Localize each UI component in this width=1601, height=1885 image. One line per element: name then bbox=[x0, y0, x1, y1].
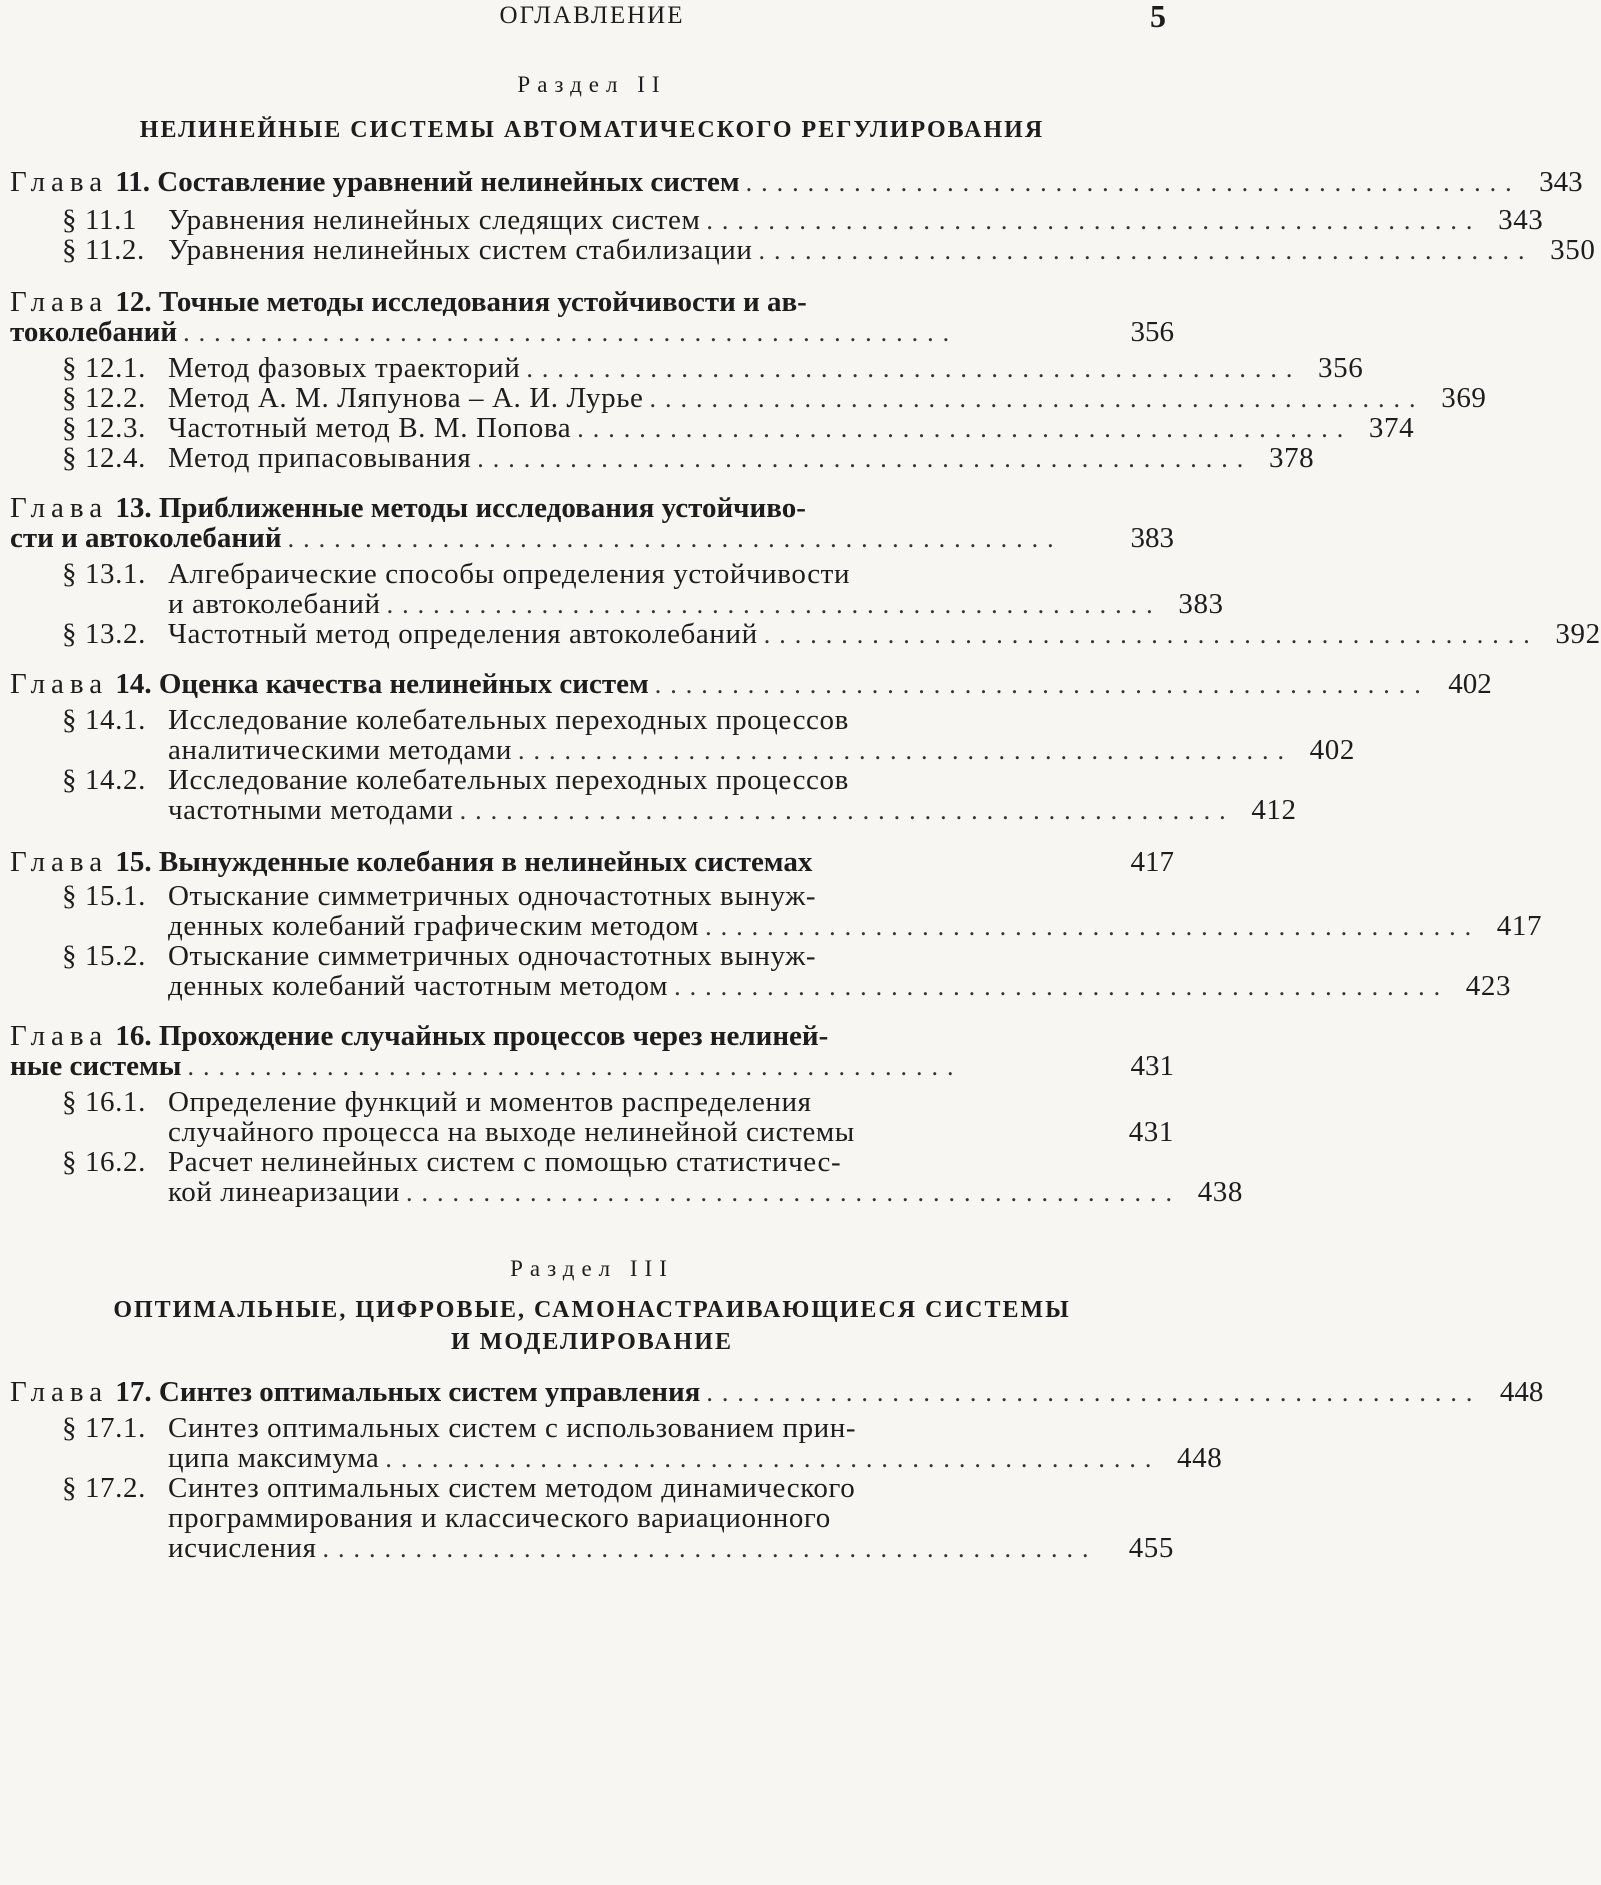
section-title: Исследование колебательных переходных процессов bbox=[168, 764, 849, 796]
section-entry-continued bbox=[168, 1502, 1174, 1535]
leader-dots: .................................................. bbox=[526, 354, 1302, 383]
page-ref: 343 bbox=[1498, 204, 1544, 236]
section-title: Определение функций и моментов распределения bbox=[168, 1086, 812, 1118]
section-title: ципа максимума bbox=[168, 1442, 380, 1474]
part-title-continued: И МОДЕЛИРОВАНИЕ bbox=[451, 1329, 733, 1355]
section-title: Метод фазовых траекторий bbox=[168, 352, 521, 384]
section-title: Метод А. М. Ляпунова – А. И. Лурье bbox=[168, 382, 644, 414]
section-entry bbox=[62, 1472, 1174, 1505]
section-title: Метод припасовывания bbox=[168, 442, 472, 474]
leader-dots: .................................................. bbox=[517, 736, 1293, 765]
leader-dots: .................................................. bbox=[477, 444, 1253, 473]
leader-dots: .................................................. bbox=[674, 972, 1450, 1001]
section-title: аналитическими методами bbox=[168, 734, 512, 766]
section-entry bbox=[62, 204, 1544, 237]
section-entry bbox=[62, 704, 1174, 737]
leader-dots: .................................................. bbox=[577, 414, 1353, 443]
chapter-entry bbox=[10, 286, 1174, 319]
chapter-title: 13. Приближенные методы исследования устойчиво- bbox=[115, 492, 806, 524]
leader-dots: .................................................. bbox=[763, 620, 1539, 649]
page-ref: 417 bbox=[1130, 846, 1174, 878]
section-entry-continued bbox=[168, 588, 1224, 621]
chapter-word: Глава bbox=[10, 286, 109, 318]
leader-dots: .................................................. bbox=[406, 1178, 1181, 1207]
chapter-title: 15. Вынужденные колебания в нелинейных системах bbox=[115, 846, 813, 878]
section-title: денных колебаний графическим методом bbox=[168, 910, 700, 942]
leader-dots: .................................................. bbox=[745, 168, 1521, 197]
section-title: Отыскание симметричных одночастотных вынуж- bbox=[168, 880, 817, 912]
section-entry-continued bbox=[168, 1532, 1174, 1565]
section-entry bbox=[62, 558, 1174, 591]
section-entry-continued bbox=[168, 910, 1543, 943]
chapter-entry bbox=[10, 846, 1174, 879]
section-title: частотными методами bbox=[168, 794, 454, 826]
part-title: НЕЛИНЕЙНЫЕ СИСТЕМЫ АВТОМАТИЧЕСКОГО РЕГУЛИРОВАНИЯ bbox=[139, 117, 1045, 143]
page-ref: 423 bbox=[1465, 970, 1512, 1002]
section-title: Алгебраические способы определения устойчивости bbox=[168, 558, 851, 590]
section-number: § 12.1. bbox=[62, 352, 146, 384]
chapter-entry bbox=[10, 492, 1174, 525]
page-ref: 448 bbox=[1499, 1376, 1544, 1408]
leader-dots: .................................................. bbox=[649, 384, 1425, 413]
page-ref: 392 bbox=[1555, 618, 1601, 650]
section-title: и автоколебаний bbox=[168, 588, 381, 620]
part-label: Раздел III bbox=[510, 1256, 674, 1281]
leader-dots: .................................................. bbox=[386, 590, 1162, 619]
section-number: § 15.2. bbox=[62, 940, 146, 972]
section-entry bbox=[62, 880, 1174, 913]
leader-dots: .................................................. bbox=[385, 1444, 1161, 1473]
section-title: программирования и классического вариационного bbox=[168, 1502, 831, 1534]
section-entry bbox=[62, 234, 1596, 267]
chapter-title: 16. Прохождение случайных процессов через нелиней- bbox=[115, 1020, 829, 1052]
section-entry bbox=[62, 1086, 1174, 1119]
section-number: § 15.1. bbox=[62, 880, 146, 912]
chapter-title: ные системы bbox=[10, 1050, 182, 1082]
page-number: 5 bbox=[1150, 0, 1166, 34]
page-ref: 356 bbox=[1318, 352, 1364, 384]
chapter-word: Глава bbox=[10, 668, 109, 700]
section-title: денных колебаний частотным методом bbox=[168, 970, 669, 1002]
section-number: § 14.2. bbox=[62, 764, 146, 796]
page-ref: 378 bbox=[1268, 442, 1315, 474]
page-ref: 448 bbox=[1177, 1442, 1223, 1474]
part-label: Раздел II bbox=[517, 72, 667, 97]
section-title: Частотный метод определения автоколебаний bbox=[168, 618, 758, 650]
chapter-entry bbox=[10, 668, 1492, 701]
chapter-title: 14. Оценка качества нелинейных систем bbox=[115, 668, 649, 700]
section-number: § 17.2. bbox=[62, 1472, 146, 1504]
page-ref: 383 bbox=[1130, 522, 1174, 554]
leader-dots: .................................................. bbox=[706, 206, 1482, 235]
leader-dots: .................................................. bbox=[706, 1378, 1482, 1407]
page-ref: 412 bbox=[1251, 794, 1297, 826]
chapter-word: Глава bbox=[10, 1376, 109, 1408]
section-number: § 11.1 bbox=[62, 204, 138, 236]
section-title: Расчет нелинейных систем с помощью статистичес- bbox=[168, 1146, 842, 1178]
section-title: Уравнения нелинейных систем стабилизации bbox=[168, 234, 753, 266]
leader-dots: .................................................. bbox=[183, 318, 959, 347]
chapter-title: токолебаний bbox=[10, 316, 178, 348]
section-number: § 17.1. bbox=[62, 1412, 146, 1444]
leader-dots: .................................................. bbox=[459, 796, 1235, 825]
running-title: ОГЛАВЛЕНИЕ bbox=[499, 2, 685, 29]
section-title: исчисления bbox=[168, 1532, 317, 1564]
chapter-entry-continued bbox=[10, 1050, 1174, 1083]
chapter-word: Глава bbox=[10, 166, 109, 198]
section-number: § 12.2. bbox=[62, 382, 146, 414]
section-title: Синтез оптимальных систем методом динамического bbox=[168, 1472, 856, 1504]
chapter-entry bbox=[10, 1376, 1544, 1409]
page-ref: 383 bbox=[1178, 588, 1224, 620]
leader-dots: .................................................. bbox=[287, 524, 1063, 553]
chapter-word: Глава bbox=[10, 846, 109, 878]
section-number: § 12.3. bbox=[62, 412, 146, 444]
section-number: § 13.2. bbox=[62, 618, 146, 650]
section-entry-continued bbox=[168, 794, 1297, 827]
section-title: случайного процесса на выходе нелинейной системы bbox=[168, 1116, 855, 1148]
section-number: § 11.2. bbox=[62, 234, 145, 266]
page-ref: 417 bbox=[1496, 910, 1543, 942]
section-title: Исследование колебательных переходных процессов bbox=[168, 704, 849, 736]
chapter-entry bbox=[10, 166, 1583, 199]
chapter-entry-continued bbox=[10, 316, 1174, 349]
section-entry-continued bbox=[168, 1116, 1174, 1149]
chapter-word: Глава bbox=[10, 492, 109, 524]
chapter-title: 11. Составление уравнений нелинейных систем bbox=[115, 166, 740, 198]
chapter-title: сти и автоколебаний bbox=[10, 522, 282, 554]
section-entry-continued bbox=[168, 1442, 1223, 1475]
page-ref: 431 bbox=[1128, 1116, 1174, 1148]
chapter-entry bbox=[10, 1020, 1174, 1053]
section-number: § 16.2. bbox=[62, 1146, 146, 1178]
section-entry bbox=[62, 940, 1174, 973]
chapter-entry-continued bbox=[10, 522, 1174, 555]
chapter-title: 17. Синтез оптимальных систем управления bbox=[115, 1376, 701, 1408]
chapter-title: 12. Точные методы исследования устойчивости и ав- bbox=[115, 286, 807, 318]
page-ref: 374 bbox=[1368, 412, 1415, 444]
page-ref: 455 bbox=[1128, 1532, 1174, 1564]
page-ref: 402 bbox=[1448, 668, 1492, 700]
section-entry bbox=[62, 618, 1601, 651]
section-title: Уравнения нелинейных следящих систем bbox=[168, 204, 701, 236]
page-ref: 369 bbox=[1441, 382, 1487, 414]
section-entry-continued bbox=[168, 970, 1512, 1003]
section-entry-continued bbox=[168, 1176, 1243, 1209]
leader-dots: .................................................. bbox=[322, 1534, 1098, 1563]
leader-dots: .................................................. bbox=[187, 1052, 963, 1081]
section-entry bbox=[62, 382, 1487, 415]
leader-dots: .................................................. bbox=[654, 670, 1430, 699]
page-ref: 350 bbox=[1550, 234, 1596, 266]
section-number: § 14.1. bbox=[62, 704, 146, 736]
section-entry bbox=[62, 1146, 1174, 1179]
page-ref: 438 bbox=[1197, 1176, 1243, 1208]
section-number: § 13.1. bbox=[62, 558, 146, 590]
running-head bbox=[0, 0, 1184, 40]
page-ref: 402 bbox=[1309, 734, 1355, 766]
section-number: § 16.1. bbox=[62, 1086, 146, 1118]
section-title: Отыскание симметричных одночастотных вынуж- bbox=[168, 940, 817, 972]
section-entry bbox=[62, 412, 1415, 445]
part-title: ОПТИМАЛЬНЫЕ, ЦИФРОВЫЕ, САМОНАСТРАИВАЮЩИЕСЯ СИСТЕМЫ bbox=[113, 1297, 1071, 1323]
section-entry bbox=[62, 764, 1174, 797]
page-ref: 356 bbox=[1130, 316, 1174, 348]
section-title: Частотный метод В. М. Попова bbox=[168, 412, 572, 444]
leader-dots: .................................................. bbox=[705, 912, 1481, 941]
chapter-word: Глава bbox=[10, 1020, 109, 1052]
section-title: кой линеаризации bbox=[168, 1176, 400, 1208]
page-ref: 431 bbox=[1130, 1050, 1174, 1082]
section-entry bbox=[62, 1412, 1174, 1445]
section-entry-continued bbox=[168, 734, 1355, 767]
section-title: Синтез оптимальных систем с использованием прин- bbox=[168, 1412, 857, 1444]
section-number: § 12.4. bbox=[62, 442, 146, 474]
leader-dots: .................................................. bbox=[758, 236, 1534, 265]
page-ref: 343 bbox=[1539, 166, 1583, 198]
section-entry bbox=[62, 352, 1364, 385]
section-entry bbox=[62, 442, 1315, 475]
